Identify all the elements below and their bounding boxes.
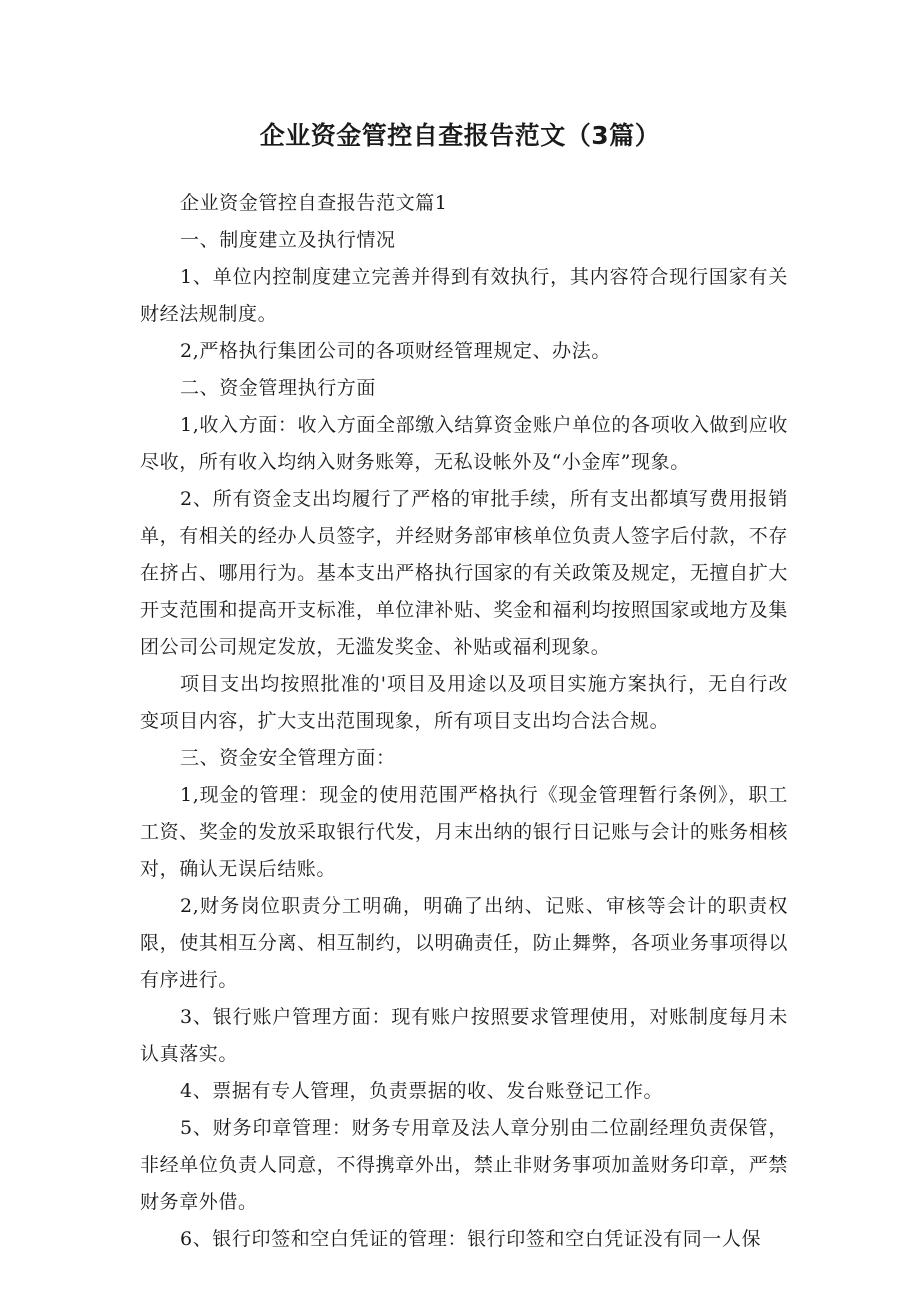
document-body <box>140 185 788 1258</box>
paragraph: 项目支出均按照批准的'项目及用途以及项目实施方案执行，无自行改变项目内容，扩大支出范围现象，所有项目支出均合法合规。 <box>140 673 788 732</box>
paragraph: 4、票据有专人管理，负责票据的收、发台账登记工作。 <box>180 1080 664 1102</box>
section-heading-1: 一、制度建立及执行情况 <box>180 229 396 251</box>
paragraph: 2,严格执行集团公司的各项财经管理规定、办法。 <box>180 340 611 362</box>
paragraph: 1,收入方面：收入方面全部缴入结算资金账户单位的各项收入做到应收尽收，所有收入均纳入财务账筹，无私设帐外及“小金库”现象。 <box>140 414 788 473</box>
paragraph: 2、所有资金支出均履行了严格的审批手续，所有支出都填写费用报销单，有相关的经办人员签字，并经财务部审核单位负责人签字后付款，不存在挤占、哪用行为。基本支出严格执行国家的有关政策及规定，无擅自扩大开支范围和提高开支标准，单位津补贴、奖金和福利均按照国家或地方及集团公司公司规定发放，无滥发奖金、补贴或福利现象。 <box>140 488 788 658</box>
document-title: 企业资金管控自查报告范文（3篇） <box>259 121 661 150</box>
paragraph: 3、银行账户管理方面：现有账户按照要求管理使用，对账制度每月未认真落实。 <box>140 1006 788 1065</box>
paragraph: 6、银行印签和空白凭证的管理：银行印签和空白凭证没有同一人保 <box>180 1228 762 1250</box>
section-heading-3: 三、资金安全管理方面： <box>180 747 396 769</box>
paragraph: 1,现金的管理：现金的使用范围严格执行《现金管理暂行条例》，职工工资、奖金的发放采取银行代发，月末出纳的银行日记账与会计的账务相核对，确认无误后结账。 <box>140 784 788 880</box>
section-heading-2: 二、资金管理执行方面 <box>180 377 377 399</box>
paragraph: 5、财务印章管理：财务专用章及法人章分别由二位副经理负责保管，非经单位负责人同意，不得携章外出，禁止非财务事项加盖财务印章，严禁财务章外借。 <box>140 1117 788 1213</box>
article-heading: 企业资金管控自查报告范文篇1 <box>180 192 448 214</box>
paragraph: 2,财务岗位职责分工明确，明确了出纳、记账、审核等会计的职责权限，使其相互分离、相互制约，以明确责任，防止舞弊，各项业务事项得以有序进行。 <box>140 895 788 991</box>
paragraph: 1、单位内控制度建立完善并得到有效执行，其内容符合现行国家有关财经法规制度。 <box>140 266 788 325</box>
